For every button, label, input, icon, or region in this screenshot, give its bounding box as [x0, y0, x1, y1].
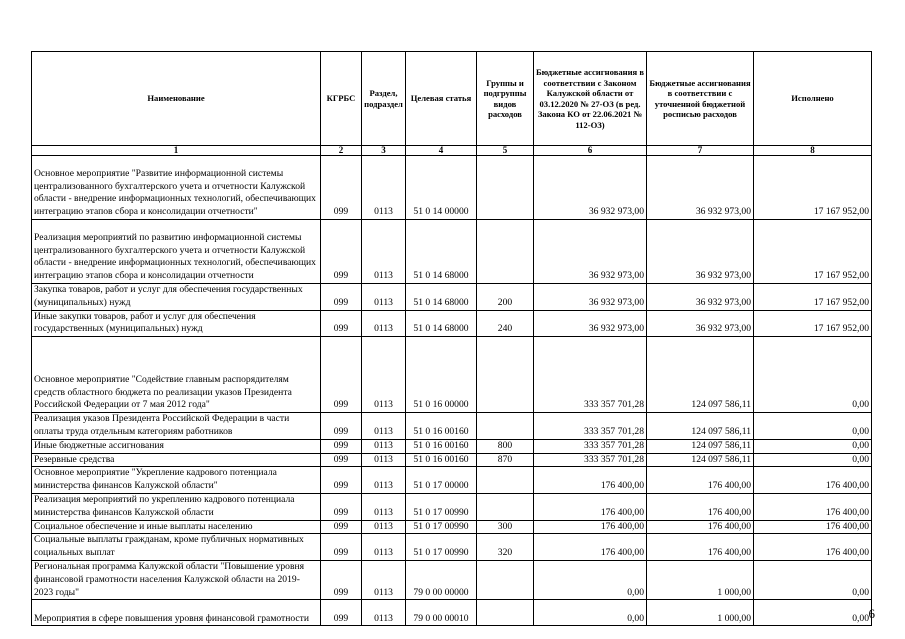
row-executed: 176 400,00 — [754, 467, 872, 494]
row-kgrbs: 099 — [321, 220, 362, 284]
row-executed: 17 167 952,00 — [754, 284, 872, 311]
row-target: 51 0 14 68000 — [406, 310, 477, 337]
row-kgrbs: 099 — [321, 439, 362, 453]
row-group: 300 — [477, 520, 534, 534]
row-group — [477, 220, 534, 284]
row-section: 0113 — [362, 337, 406, 413]
row-section: 0113 — [362, 453, 406, 467]
row-group — [477, 337, 534, 413]
header-name: Наименование — [32, 52, 321, 146]
row-group: 800 — [477, 439, 534, 453]
row-approved: 36 932 973,00 — [534, 220, 647, 284]
header-section: Раздел, подраздел — [362, 52, 406, 146]
row-executed: 17 167 952,00 — [754, 220, 872, 284]
table-row — [32, 467, 872, 494]
row-target: 79 0 00 00010 — [406, 600, 477, 626]
row-name: Мероприятия в сфере повышения уровня финансовой грамотности — [32, 600, 321, 626]
row-section: 0113 — [362, 493, 406, 520]
row-kgrbs: 099 — [321, 467, 362, 494]
row-group — [477, 493, 534, 520]
row-refined: 36 932 973,00 — [647, 220, 754, 284]
row-kgrbs: 099 — [321, 600, 362, 626]
table-row — [32, 439, 872, 453]
row-section: 0113 — [362, 534, 406, 561]
row-group: 870 — [477, 453, 534, 467]
row-name: Иные закупки товаров, работ и услуг для обеспечения государственных (муниципальных) нужд — [32, 310, 321, 337]
row-executed: 0,00 — [754, 453, 872, 467]
row-target: 51 0 17 00990 — [406, 534, 477, 561]
row-approved: 0,00 — [534, 600, 647, 626]
row-target: 51 0 16 00160 — [406, 413, 477, 440]
row-refined: 1 000,00 — [647, 560, 754, 599]
row-refined: 36 932 973,00 — [647, 284, 754, 311]
row-group — [477, 600, 534, 626]
row-name: Региональная программа Калужской области "Повышение уровня финансовой грамотности населения Калужской области на 2019-2023 годы" — [32, 560, 321, 599]
column-number-row — [32, 146, 872, 156]
row-kgrbs: 099 — [321, 337, 362, 413]
header-groups: Группы и подгруппы видов расходов — [477, 52, 534, 146]
row-executed: 0,00 — [754, 560, 872, 599]
table-row — [32, 413, 872, 440]
row-target: 79 0 00 00000 — [406, 560, 477, 599]
column-number: 8 — [754, 146, 872, 156]
row-section: 0113 — [362, 310, 406, 337]
row-target: 51 0 17 00990 — [406, 520, 477, 534]
row-executed: 0,00 — [754, 600, 872, 626]
table-row — [32, 520, 872, 534]
row-executed: 176 400,00 — [754, 534, 872, 561]
table-row — [32, 493, 872, 520]
row-approved: 333 357 701,28 — [534, 453, 647, 467]
column-number: 1 — [32, 146, 321, 156]
header-executed: Исполнено — [754, 52, 872, 146]
row-approved: 36 932 973,00 — [534, 310, 647, 337]
table-body — [32, 156, 872, 626]
table-row — [32, 284, 872, 311]
row-name: Резервные средства — [32, 453, 321, 467]
row-refined: 124 097 586,11 — [647, 439, 754, 453]
table-row — [32, 453, 872, 467]
row-target: 51 0 17 00990 — [406, 493, 477, 520]
row-executed: 17 167 952,00 — [754, 156, 872, 220]
row-name: Основное мероприятие "Содействие главным распорядителям средств областного бюджета по реализации указов Президента Российской Федерации от 7 мая 2012 года" — [32, 337, 321, 413]
row-kgrbs: 099 — [321, 560, 362, 599]
table-row — [32, 310, 872, 337]
row-kgrbs: 099 — [321, 413, 362, 440]
row-refined: 176 400,00 — [647, 467, 754, 494]
table-row — [32, 220, 872, 284]
row-group: 240 — [477, 310, 534, 337]
row-name: Иные бюджетные ассигнования — [32, 439, 321, 453]
row-executed: 176 400,00 — [754, 493, 872, 520]
row-approved: 36 932 973,00 — [534, 156, 647, 220]
row-name: Основное мероприятие "Укрепление кадрового потенциала министерства финансов Калужской области" — [32, 467, 321, 494]
row-section: 0113 — [362, 439, 406, 453]
row-group: 200 — [477, 284, 534, 311]
row-name: Социальные выплаты гражданам, кроме публичных нормативных социальных выплат — [32, 534, 321, 561]
row-section: 0113 — [362, 284, 406, 311]
row-section: 0113 — [362, 156, 406, 220]
budget-table — [31, 51, 872, 626]
header-kgrbs: КГРБС — [321, 52, 362, 146]
header-target: Целевая статья — [406, 52, 477, 146]
row-executed: 0,00 — [754, 337, 872, 413]
row-section: 0113 — [362, 220, 406, 284]
row-refined: 1 000,00 — [647, 600, 754, 626]
row-refined: 176 400,00 — [647, 493, 754, 520]
table-row — [32, 560, 872, 599]
row-section: 0113 — [362, 467, 406, 494]
row-executed: 17 167 952,00 — [754, 310, 872, 337]
table-row — [32, 600, 872, 626]
row-group — [477, 467, 534, 494]
row-section: 0113 — [362, 520, 406, 534]
column-number: 5 — [477, 146, 534, 156]
row-target: 51 0 16 00160 — [406, 453, 477, 467]
row-kgrbs: 099 — [321, 156, 362, 220]
row-approved: 0,00 — [534, 560, 647, 599]
row-name: Реализация мероприятий по укреплению кадрового потенциала министерства финансов Калужской области — [32, 493, 321, 520]
row-approved: 333 357 701,28 — [534, 337, 647, 413]
row-name: Реализация мероприятий по развитию информационной системы централизованного бухгалтерского учета и отчетности Калужской области - внедрение информационных технологий, обеспечивающих интеграцию этапов сбора и консолидации отчетности — [32, 220, 321, 284]
row-executed: 0,00 — [754, 413, 872, 440]
row-section: 0113 — [362, 600, 406, 626]
row-approved: 333 357 701,28 — [534, 413, 647, 440]
row-name: Социальное обеспечение и иные выплаты населению — [32, 520, 321, 534]
column-number: 4 — [406, 146, 477, 156]
header-approved: Бюджетные ассигнования в соответствии с Законом Калужской области от 03.12.2020 № 27-ОЗ (в ред. Закона КО от 22.06.2021 № 112-ОЗ) — [534, 52, 647, 146]
row-name: Закупка товаров, работ и услуг для обеспечения государственных (муниципальных) нужд — [32, 284, 321, 311]
row-group — [477, 413, 534, 440]
row-refined: 124 097 586,11 — [647, 413, 754, 440]
row-target: 51 0 14 68000 — [406, 220, 477, 284]
row-refined: 124 097 586,11 — [647, 453, 754, 467]
row-kgrbs: 099 — [321, 493, 362, 520]
row-refined: 176 400,00 — [647, 520, 754, 534]
row-name: Основное мероприятие "Развитие информационной системы централизованного бухгалтерского учета и отчетности Калужской области - внедрение информационных технологий, обеспечивающих интеграцию этапов сбора и консолидации отчетности" — [32, 156, 321, 220]
row-name: Реализация указов Президента Российской Федерации в части оплаты труда отдельным категориям работников — [32, 413, 321, 440]
row-kgrbs: 099 — [321, 284, 362, 311]
row-target: 51 0 14 00000 — [406, 156, 477, 220]
table-row — [32, 534, 872, 561]
row-approved: 176 400,00 — [534, 534, 647, 561]
row-approved: 333 357 701,28 — [534, 439, 647, 453]
row-target: 51 0 16 00160 — [406, 439, 477, 453]
page-number: 6 — [868, 606, 875, 621]
row-group — [477, 156, 534, 220]
table-row — [32, 337, 872, 413]
row-refined: 124 097 586,11 — [647, 337, 754, 413]
row-kgrbs: 099 — [321, 310, 362, 337]
row-kgrbs: 099 — [321, 534, 362, 561]
row-section: 0113 — [362, 413, 406, 440]
row-executed: 0,00 — [754, 439, 872, 453]
column-number: 2 — [321, 146, 362, 156]
row-target: 51 0 16 00000 — [406, 337, 477, 413]
column-number: 3 — [362, 146, 406, 156]
row-kgrbs: 099 — [321, 520, 362, 534]
row-refined: 36 932 973,00 — [647, 156, 754, 220]
row-refined: 36 932 973,00 — [647, 310, 754, 337]
row-refined: 176 400,00 — [647, 534, 754, 561]
row-executed: 176 400,00 — [754, 520, 872, 534]
column-number: 6 — [534, 146, 647, 156]
row-kgrbs: 099 — [321, 453, 362, 467]
row-group: 320 — [477, 534, 534, 561]
header-refined: Бюджетные ассигнования в соответствии с уточненной бюджетной росписью расходов — [647, 52, 754, 146]
column-number: 7 — [647, 146, 754, 156]
table-row — [32, 156, 872, 220]
row-approved: 176 400,00 — [534, 493, 647, 520]
row-approved: 36 932 973,00 — [534, 284, 647, 311]
header-row — [32, 52, 872, 146]
row-section: 0113 — [362, 560, 406, 599]
row-target: 51 0 17 00000 — [406, 467, 477, 494]
row-group — [477, 560, 534, 599]
row-target: 51 0 14 68000 — [406, 284, 477, 311]
row-approved: 176 400,00 — [534, 467, 647, 494]
row-approved: 176 400,00 — [534, 520, 647, 534]
